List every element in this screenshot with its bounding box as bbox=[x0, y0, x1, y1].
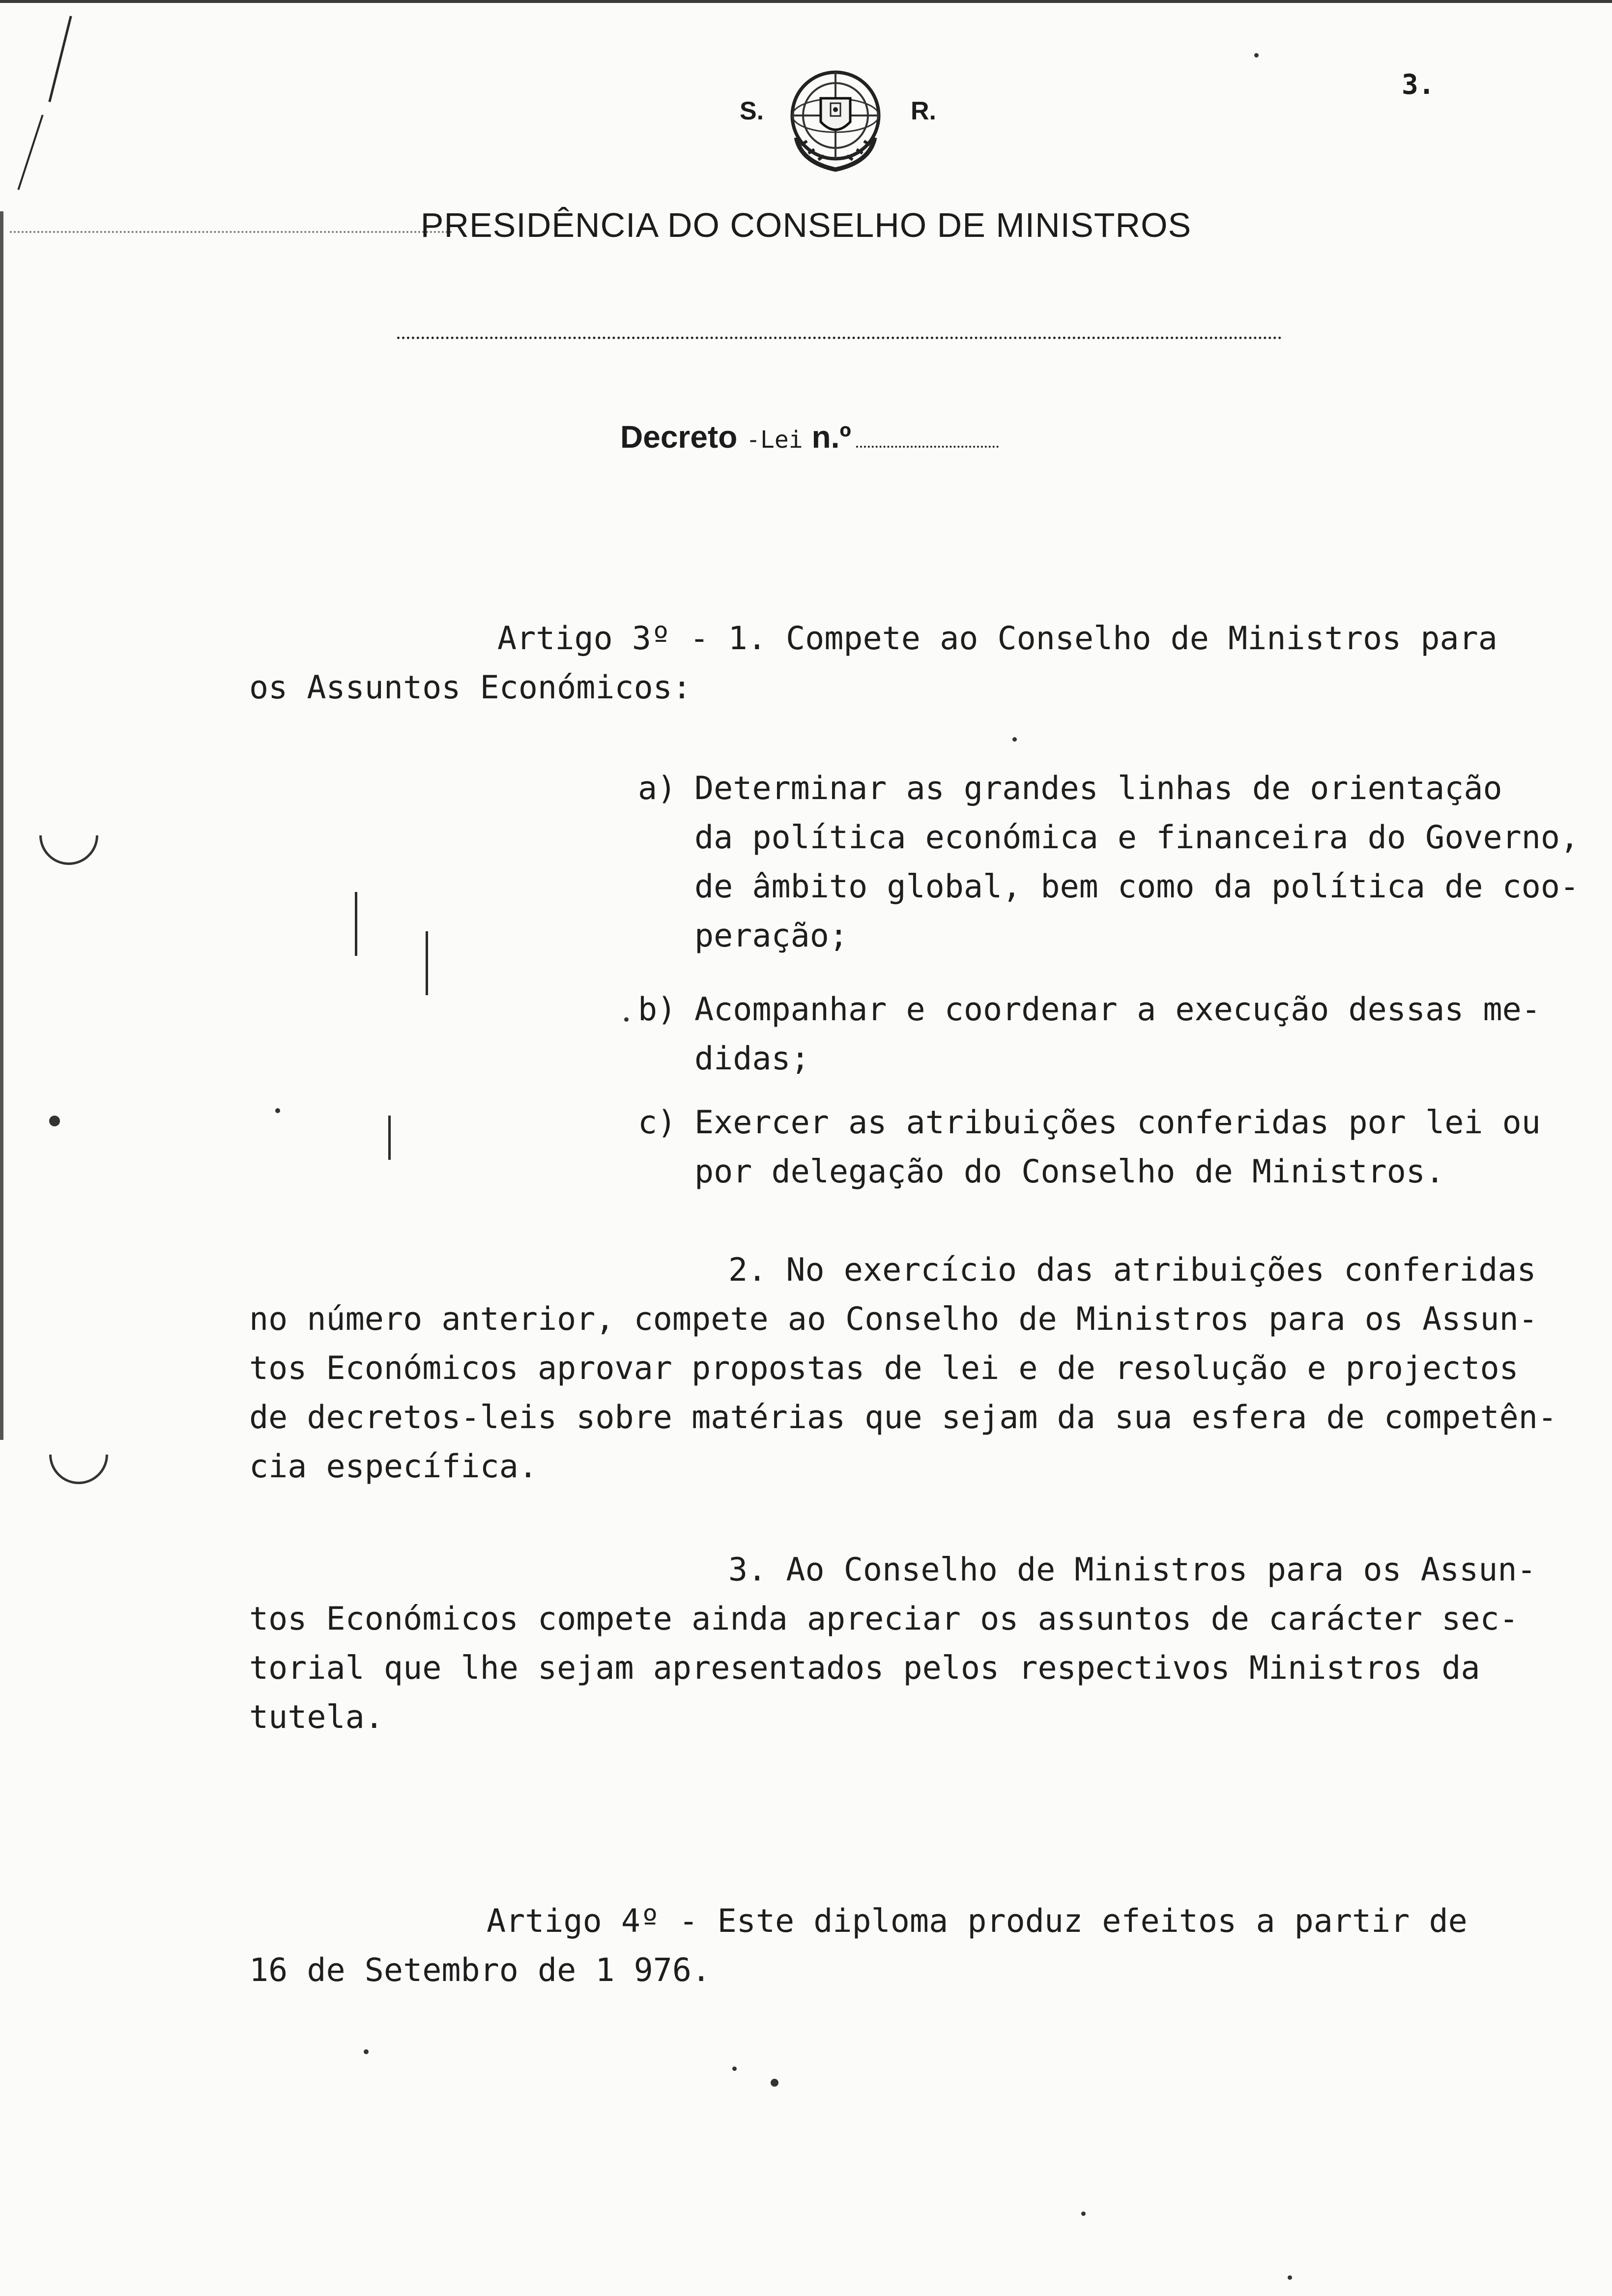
header-letter-s: S. bbox=[740, 97, 764, 125]
item-c-line-1: Exercer as atribuições conferidas por lei ou bbox=[694, 1104, 1541, 1141]
decree-fill-in: -Lei bbox=[746, 426, 803, 454]
scan-speck bbox=[624, 1017, 629, 1022]
paragraph3-line-2: tos Económicos compete ainda apreciar os assuntos de carácter sec- bbox=[249, 1601, 1519, 1637]
scan-speck bbox=[1254, 53, 1259, 57]
decree-number-line bbox=[620, 419, 999, 455]
scan-speck bbox=[275, 1108, 280, 1113]
article4-line-1: Artigo 4º - Este diploma produz efeitos a partir de bbox=[487, 1903, 1468, 1940]
scan-scratch bbox=[48, 16, 72, 102]
paragraph2-line-2: no número anterior, compete ao Conselho de Ministros para os Assun- bbox=[249, 1301, 1538, 1338]
item-a-line-3: de âmbito global, bem como da política de coo- bbox=[694, 868, 1580, 905]
scan-scratch bbox=[17, 115, 43, 190]
coat-of-arms-seal-icon bbox=[781, 64, 890, 177]
paragraph2-line-3: tos Económicos aprovar propostas de lei e de resolução e projectos bbox=[249, 1350, 1519, 1387]
scan-left-edge bbox=[0, 211, 3, 1440]
paragraph3-line-1: 3. Ao Conselho de Ministros para os Assun- bbox=[728, 1551, 1536, 1588]
scan-scratch bbox=[426, 931, 428, 995]
paragraph2-line-5: cia específica. bbox=[249, 1448, 538, 1485]
paragraph2-line-1: 2. No exercício das atribuições conferidas bbox=[728, 1252, 1536, 1289]
scan-speck bbox=[49, 1116, 60, 1126]
decree-prefix: Decreto bbox=[620, 419, 738, 455]
scan-speck bbox=[364, 2049, 369, 2054]
item-c-line-2: por delegação do Conselho de Ministros. bbox=[694, 1153, 1445, 1190]
paragraph3-line-4: tutela. bbox=[249, 1699, 384, 1736]
item-b-line-2: didas; bbox=[694, 1040, 810, 1077]
decree-number-blank bbox=[856, 446, 999, 448]
scan-speck bbox=[771, 2079, 778, 2087]
scan-speck bbox=[732, 2066, 737, 2071]
header-letter-r: R. bbox=[911, 97, 936, 125]
scan-scratch bbox=[388, 1116, 391, 1160]
punch-hole-mark bbox=[37, 1413, 120, 1496]
scan-top-edge bbox=[0, 0, 1612, 3]
scan-speck bbox=[1012, 737, 1017, 742]
item-c-label: c) bbox=[638, 1104, 677, 1141]
header-dotted-rule bbox=[397, 337, 1282, 339]
scan-speck bbox=[1288, 2275, 1292, 2280]
decree-number-suffix: n.º bbox=[811, 419, 851, 455]
punch-hole-mark bbox=[27, 794, 111, 877]
item-a-line-2: da política económica e financeira do Governo, bbox=[694, 819, 1580, 856]
scan-scratch bbox=[355, 892, 357, 956]
item-a-line-4: peração; bbox=[694, 918, 849, 954]
institution-name: PRESIDÊNCIA DO CONSELHO DE MINISTROS bbox=[420, 206, 1192, 244]
page-number: 3. bbox=[1402, 69, 1435, 101]
item-a-label: a) bbox=[638, 770, 677, 807]
item-b-label: b) bbox=[638, 991, 677, 1028]
item-a-line-1: Determinar as grandes linhas de orientação bbox=[694, 770, 1502, 807]
article4-line-2: 16 de Setembro de 1 976. bbox=[249, 1952, 711, 1989]
article3-intro-line-2: os Assuntos Económicos: bbox=[249, 669, 692, 706]
paragraph3-line-3: torial que lhe sejam apresentados pelos respectivos Ministros da bbox=[249, 1650, 1480, 1687]
scan-speck bbox=[1081, 2211, 1086, 2216]
paragraph2-line-4: de decretos-leis sobre matérias que sejam da sua esfera de competên- bbox=[249, 1399, 1557, 1436]
item-b-line-1: Acompanhar e coordenar a execução dessas me- bbox=[694, 991, 1541, 1028]
article3-intro-line-1: Artigo 3º - 1. Compete ao Conselho de Ministros para bbox=[497, 620, 1497, 657]
